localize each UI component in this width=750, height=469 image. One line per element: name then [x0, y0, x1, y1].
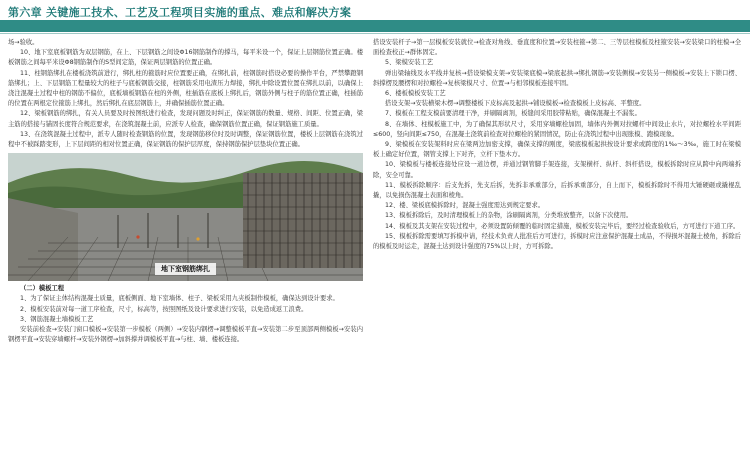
left-paragraph: 2、模板安装前对每一道工序检查，尺寸，标高等，按照图纸及设计要求进行安装，以免造成返工浪费。: [20, 305, 308, 313]
right-paragraph: 搭设支架→安装横梁木楞→调整楼板下皮标高及起拱→铺设模板→检查模板上皮标高、平整度。: [385, 100, 646, 108]
left-paragraph: 11、柱钢筋绑扎在楼板浇筑前进行，绑扎柱的箍筋时应位置要正确，在绑扎前，柱钢筋时搭设必要的操作平台，严禁攀蹬钢筋绑扎；上、下层钢筋工程量较大的柱子与底板钢筋交接，柱钢筋采用电渣压力焊接，绑扎中除设置位置在绑扎以前，以确保上浇注混凝土过程中柱的钢筋不偏位，底板墙板钢筋在柱的外侧，柱插筋在底板上绑扎后，钢筋外侧与柱子的筋位置正确，柱插筋的位置在两根定位箍筋上绑扎，然后绑扎在底层钢筋上，并确保插筋位置正确。: [8, 69, 363, 108]
left-paragraph: 10、地下室底板钢筋为双层钢筋，在上、下层钢筋之间设Φ16钢筋制作的撑马，每平米设一个，保证上层钢筋位置正确。楼板钢筋之间每平米设Φ8钢筋制作的S型间定筋，保证两层钢筋的位置正确。: [8, 49, 363, 67]
left-paragraph: 1、为了保证主体结构混凝土质量，底板侧面、地下室墙体、柱子、梁板采用九夹板制作模板，确保达到设计要求。: [20, 295, 339, 303]
right-paragraph: 10、梁模板与楼板连接处应设一道边楞，并通过钢管脚手架连接，支架横杆、纵杆、斜杆搭设，模板拆除时应从跨中向两端拆除，安全可靠。: [373, 161, 741, 179]
right-paragraph: 5、梁模安装工艺: [385, 59, 434, 67]
right-paragraph: 8、在墙体、柱模板施工中，为了确保其形状尺寸，采用穿墙螺栓加固，墙体内外侧对拉螺杆中间设止水片，对拉螺栓水平间距≤600，竖向间距≤750，在混凝土浇筑前检查对拉螺栓的紧固情况，防止在浇筑过程中出现胀模、跑模现象。: [373, 120, 741, 138]
left-column: [8, 38, 363, 345]
right-paragraph: 7、模板在工程支模前要清理干净，并刷隔离剂，板缝间采用胶带粘贴，确保混凝土不漏浆。: [385, 110, 641, 118]
header-color-bar: [0, 20, 750, 32]
right-paragraph: 11、模板拆除顺序：后支先拆，先支后拆，先拆非承重部分，后拆承重部分，自上而下，模板拆除时不得用大锤硬砸或撬棍乱撬，以免损伤混凝土表面和棱角。: [373, 181, 741, 200]
left-paragraph: 3、钢筋混凝土墙模板工艺: [20, 315, 94, 323]
right-paragraph: 15、模板拆除需要填写拆模申请，经技术负责人批准后方可进行，拆模时应注意保护混凝土成品，不得损坏混凝土棱角，拆除后的模板及时运走，混凝土达到设计强度的75%以上时，方可拆除。: [373, 232, 741, 251]
photo-caption-text: 地下室钢筋绑扎: [155, 263, 216, 275]
chapter-title: 第六章 关键施工技术、工艺及工程项目实施的重点、难点和解决方案: [8, 6, 352, 19]
photo-caption: [8, 263, 363, 275]
right-column: [373, 38, 741, 252]
right-paragraph: 6、楼板模板安装工艺: [385, 90, 446, 98]
left-paragraph: 12、梁板钢筋的绑扎，有关人员要及时按图纸进行检查，发现问题及时纠正，保证钢筋的数量、规格、间距、位置正确，梁主筋的搭接与锚固长度符合规范要求，在浇筑混凝土前，应派专人检查，确保钢筋位置正确，保证钢筋施工质量。: [8, 110, 363, 128]
construction-photo: [8, 153, 363, 281]
right-paragraph: 9、梁模板在安装架料时应在梁两边加密支撑，确保支撑的刚度，梁底模板起拱按设计要求或跨度的1‰～3‰，施工时在梁模板上确定好位置，钢管支撑上下对齐，立杆下垫木方。: [373, 141, 741, 159]
right-paragraph: 13、模板拆除后，及时清理模板上的杂物，涂刷隔离剂，分类堆放整齐，以备下次使用。: [385, 212, 633, 220]
left-paragraph: 13、在浇筑混凝土过程中，派专人随时检查钢筋的位置，发现钢筋移位时及时调整，保证钢筋位置，楼板上层钢筋在浇筑过程中不被踩踏变形，上下层间距的相对位置正确，保证钢筋的保护层厚度，保持钢筋保护层垫块位置正确。: [8, 130, 363, 149]
chapter-header: [0, 0, 750, 34]
section-heading: （二）模板工程: [20, 285, 65, 293]
rebar-photo-illustration: [8, 153, 363, 281]
left-paragraph: 安装前检查→安装门窗口模板→安装第一步模板（两侧）→安装内钢楞→调整模板平直→安装第二步至顶部两侧模板→安装内钢楞平直→安装穿墙螺杆→安装外钢楞→加斜撑并调模板平直→与柱、墙、楼板连接。: [8, 326, 363, 344]
right-paragraph: 搭设安装杆子→第一层模板安装就位→检查对角线、垂直度和位置→安装柱箍→第二、三等层柱模板及柱箍安装→安装梁口的柱模→全面检查校正→群体固定。: [373, 39, 741, 57]
right-paragraph: 14、模板及其支架在安装过程中，必须设置防倾覆的临时固定措施，模板安装完毕后，要经过检查验收后，方可进行下道工序。: [385, 222, 740, 230]
right-paragraph: 弹出梁轴线及水平线并复核→搭设梁模支架→安装梁底模→梁底起拱→绑扎钢筋→安装侧模→安装另一侧模板→安装上下锁口楞、斜撑楞及腰楞和对拉螺栓→复核梁模尺寸、位置→与相邻模板连接牢固。: [373, 69, 741, 87]
left-paragraph: 场→验收。: [8, 39, 39, 46]
right-paragraph: 12、楼、梁板底模拆除时，混凝土强度需达到规定要求。: [385, 202, 545, 210]
header-divider: [0, 33, 750, 34]
